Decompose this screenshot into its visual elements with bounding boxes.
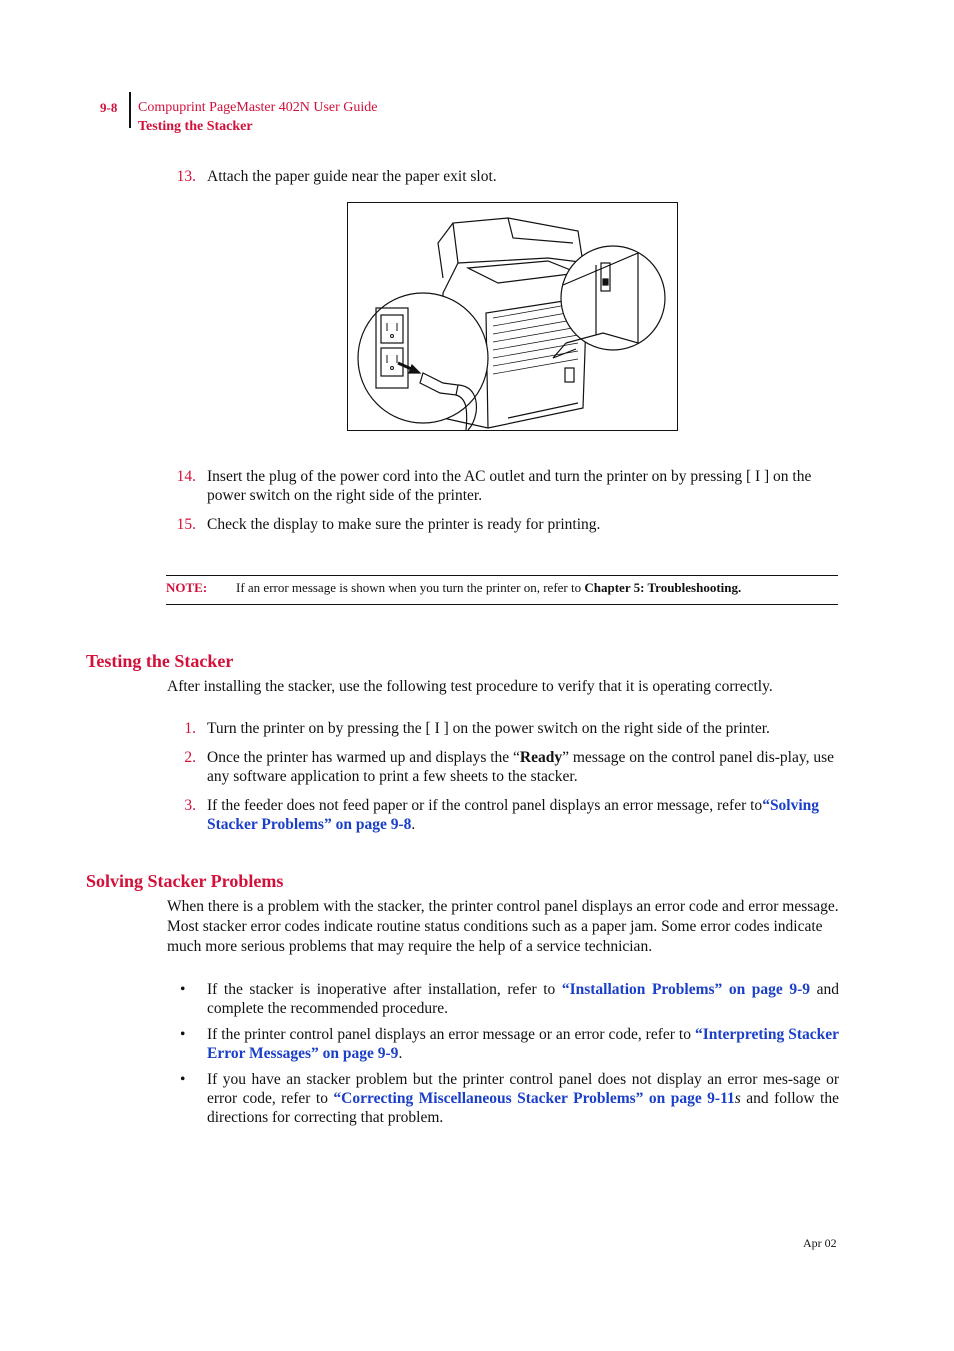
bullet-text-pre: If the stacker is inoperative after installation, refer to (207, 981, 562, 998)
printer-illustration-svg (348, 203, 677, 430)
page-number: 9-8 (100, 100, 118, 115)
solving-intro: When there is a problem with the stacker, the printer control panel displays an error code and error message. Most stacker error codes indicate routine status conditions such as a paper jam. Some error codes indicate much more serious problems that may require the help of a service technician. (167, 898, 839, 955)
bullet-text-pre: If the printer control panel displays an error message or an error code, refer to (207, 1026, 695, 1043)
step-number: 14. (176, 468, 196, 485)
note-bottom-rule (166, 604, 838, 605)
testing-heading: Testing the Stacker (86, 651, 234, 671)
header-divider (129, 92, 131, 128)
step-text: Insert the plug of the power cord into the AC outlet and turn the printer on by pressing [ I ] on the power switch on the right side of the printer. (207, 468, 812, 504)
stray-italic-s: s (734, 1090, 741, 1107)
bullet-text (207, 1070, 839, 1127)
step-text: Turn the printer on by pressing the [ I ] on the power switch on the right side of the printer. (207, 720, 770, 737)
bullet-text (207, 980, 839, 1018)
bullet-text-post: and complete the recommended procedure. (207, 981, 839, 1017)
step-text-post: ” message on the control panel dis-play, use any software application to print a few sheets to the stacker. (207, 749, 835, 785)
step-text: Check the display to make sure the printer is ready for printing. (207, 516, 601, 533)
bullet-text-post: . (398, 1045, 403, 1062)
step-text (207, 796, 839, 834)
note-text: If an error message is shown when you turn the printer on, refer to (236, 580, 585, 595)
misc-problems-link[interactable]: “Correcting Miscellaneous Stacker Problems” on page 9-11 (333, 1090, 735, 1107)
step-text-pre: If the feeder does not feed paper or if the control panel displays an error message, refer to (207, 797, 763, 814)
step-number: 13. (176, 168, 196, 185)
step-text-pre: Once the printer has warmed up and displays the “ (207, 749, 520, 766)
bullet-mark: • (180, 1026, 186, 1043)
step-number: 1. (184, 720, 196, 737)
note-message (236, 580, 741, 596)
step-number: 2. (184, 749, 196, 766)
step-text (207, 748, 839, 786)
step-number: 15. (176, 516, 196, 533)
bullet-text (207, 1025, 839, 1063)
solving-problems-link[interactable]: “Solving Stacker Problems” on page 9-8 (207, 797, 820, 833)
step-text: Attach the paper guide near the paper exit slot. (207, 168, 497, 185)
note-top-rule (166, 575, 838, 576)
note-label: NOTE: (166, 580, 208, 595)
footer-date: Apr 02 (803, 1236, 837, 1250)
step-text-post: . (411, 816, 416, 833)
bullet-mark: • (180, 981, 186, 998)
interpreting-errors-link[interactable]: “Interpreting Stacker Error Messages” on page 9-9 (207, 1026, 839, 1062)
ready-message: Ready (519, 749, 563, 766)
testing-intro: After installing the stacker, use the following test procedure to verify that it is operating correctly. (167, 678, 773, 695)
solving-heading: Solving Stacker Problems (86, 871, 284, 891)
chapter-reference: Chapter 5: Troubleshooting. (584, 580, 742, 595)
printer-power-illustration (347, 202, 678, 431)
bullet-text-pre: If you have an stacker problem but the printer control panel does not display an error mes-sage or error code, refer to (207, 1071, 839, 1107)
installation-problems-link[interactable]: “Installation Problems” on page 9-9 (561, 981, 811, 998)
section-title: Testing the Stacker (138, 119, 253, 134)
note-box (166, 580, 742, 596)
step-number: 3. (184, 797, 196, 814)
bullet-text-post: and follow the directions for correcting that problem. (207, 1090, 839, 1126)
guide-title: Compuprint PageMaster 402N User Guide (138, 100, 378, 115)
bullet-mark: • (180, 1071, 186, 1088)
